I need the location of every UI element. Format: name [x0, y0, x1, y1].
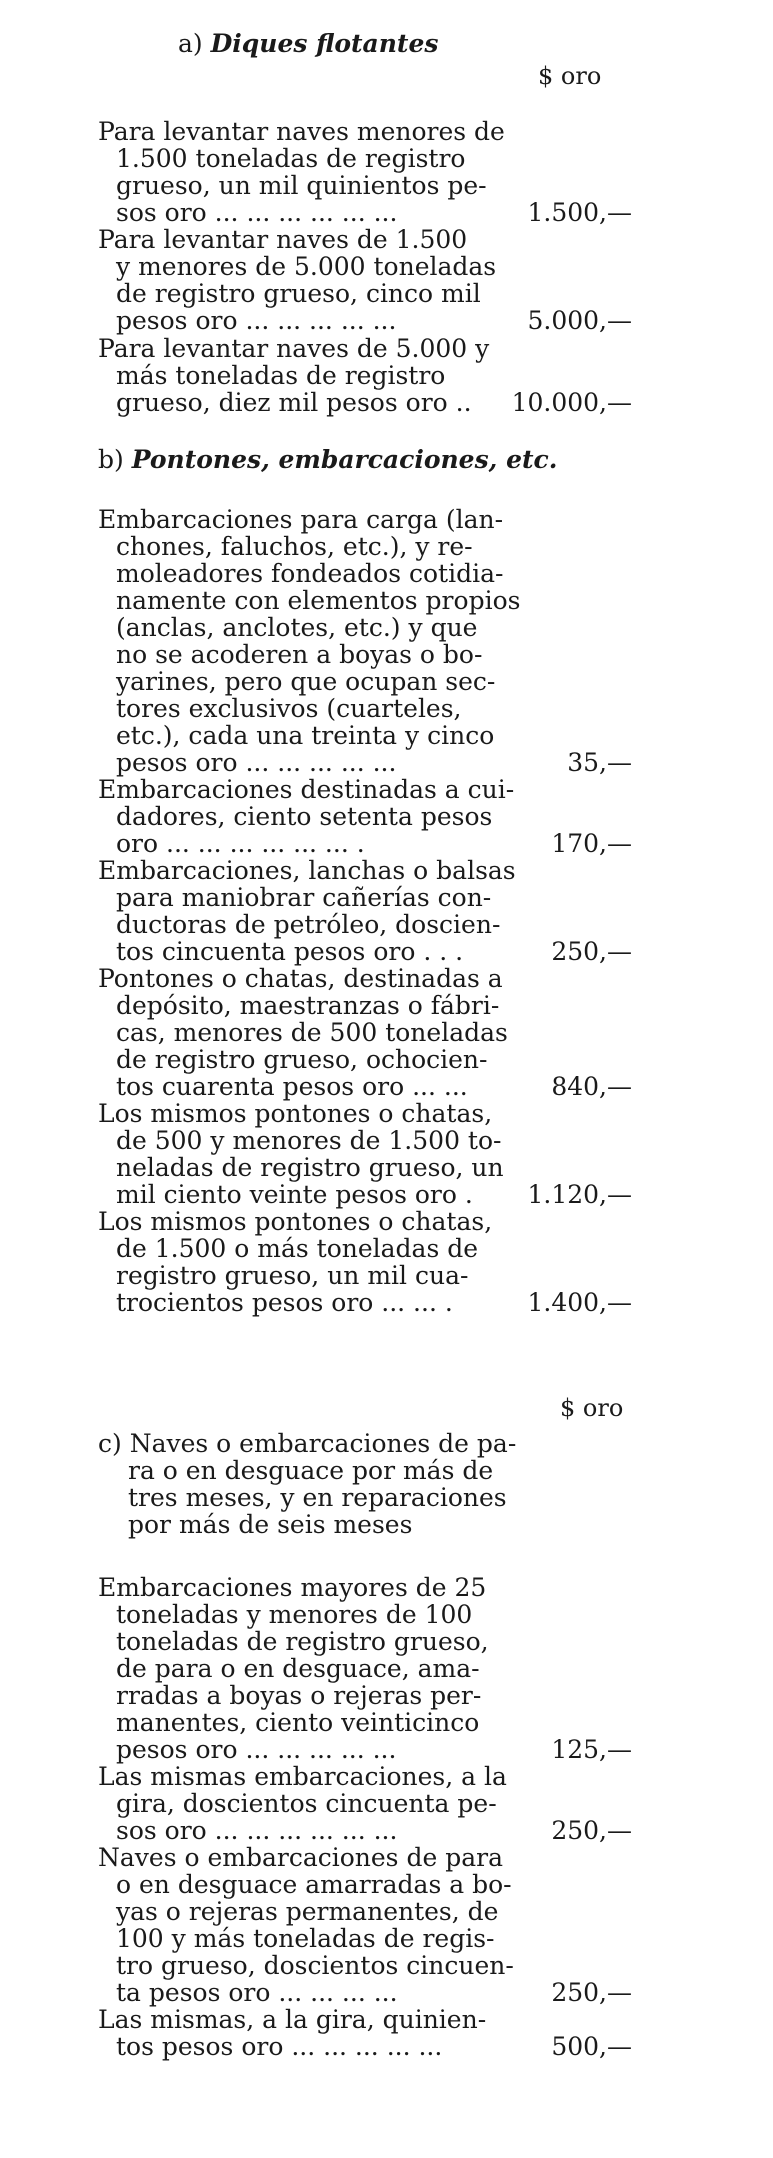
section-c-unit-label: $ oro	[560, 1394, 624, 1422]
line-text: moleadores fondeados cotidia-	[116, 559, 504, 588]
line-text: más toneladas de registro	[116, 361, 446, 390]
line-text: trocientos pesos oro ... ... .	[116, 1288, 453, 1317]
line-text: chones, faluchos, etc.), y re-	[116, 532, 473, 561]
line-text: 100 y más toneladas de regis-	[116, 1924, 495, 1953]
line-text: ta pesos oro ... ... ... ...	[116, 1978, 398, 2007]
line-text: tos cincuenta pesos oro . . .	[116, 937, 464, 966]
line-text: Para levantar naves de 1.500	[98, 225, 468, 254]
line-text: toneladas y menores de 100	[116, 1600, 473, 1629]
section-a-unit-label: $ oro	[538, 62, 602, 90]
line-text: tos cuarenta pesos oro ... ...	[116, 1072, 468, 1101]
line-text: toneladas de registro grueso,	[116, 1627, 489, 1656]
line-text: registro grueso, un mil cua-	[116, 1261, 469, 1290]
line-text: sos oro ... ... ... ... ... ...	[116, 198, 398, 227]
item-value: 1.500,—	[527, 198, 632, 227]
line-text: grueso, diez mil pesos oro ..	[116, 388, 472, 417]
item-value: 1.120,—	[527, 1180, 632, 1209]
line-text: mil ciento veinte pesos oro .	[116, 1180, 473, 1209]
line-text: de registro grueso, ochocien-	[116, 1045, 488, 1074]
line-text: grueso, un mil quinientos pe-	[116, 171, 487, 200]
line-text: yarines, pero que ocupan sec-	[116, 667, 496, 696]
line-text: depósito, maestranzas o fábri-	[116, 991, 500, 1020]
line-text: de 1.500 o más toneladas de	[116, 1234, 479, 1263]
line-text: ra o en desguace por más de	[128, 1456, 494, 1485]
line-text: tos pesos oro ... ... ... ... ...	[116, 2032, 443, 2061]
line-text: oro ... ... ... ... ... ... .	[116, 829, 365, 858]
item-value: 250,—	[551, 937, 632, 966]
line-text: no se acoderen a boyas o bo-	[116, 640, 483, 669]
line-text: tres meses, y en reparaciones	[128, 1483, 507, 1512]
line-text: Para levantar naves de 5.000 y	[98, 334, 490, 363]
item-value: 35,—	[567, 748, 632, 777]
line-text: Embarcaciones, lanchas o balsas	[98, 856, 516, 885]
section-a-title: Diques flotantes	[210, 29, 439, 58]
section-a-letter: a)	[178, 29, 203, 58]
line-text: cas, menores de 500 toneladas	[116, 1018, 508, 1047]
item-value: 170,—	[551, 829, 632, 858]
item-value: 500,—	[551, 2032, 632, 2061]
line-text: Embarcaciones para carga (lan-	[98, 505, 504, 534]
line-text: neladas de registro grueso, un	[116, 1153, 504, 1182]
line-text: c) Naves o embarcaciones de pa-	[98, 1429, 517, 1458]
line-text: Naves o embarcaciones de para	[98, 1843, 503, 1872]
item-value: 10.000,—	[511, 388, 632, 417]
line-text: Las mismas embarcaciones, a la	[98, 1762, 507, 1791]
item-value: 125,—	[551, 1735, 632, 1764]
line-text: de registro grueso, cinco mil	[116, 279, 481, 308]
line-text: pesos oro ... ... ... ... ...	[116, 748, 397, 777]
line-text: para maniobrar cañerías con-	[116, 883, 492, 912]
section-a-heading	[178, 30, 438, 58]
line-text: pesos oro ... ... ... ... ...	[116, 306, 397, 335]
line-text: de 500 y menores de 1.500 to-	[116, 1126, 502, 1155]
line-text: pesos oro ... ... ... ... ...	[116, 1735, 397, 1764]
line-text: de para o en desguace, ama-	[116, 1654, 480, 1683]
line-text: tro grueso, doscientos cincuen-	[116, 1951, 514, 1980]
line-text: por más de seis meses	[128, 1510, 413, 1539]
line-text: etc.), cada una treinta y cinco	[116, 721, 495, 750]
line-text: rradas a boyas o rejeras per-	[116, 1681, 482, 1710]
line-text: yas o rejeras permanentes, de	[116, 1897, 499, 1926]
section-b-heading	[98, 446, 557, 474]
item-value: 250,—	[551, 1978, 632, 2007]
line-text: namente con elementos propios	[116, 586, 521, 615]
line-text: Los mismos pontones o chatas,	[98, 1099, 493, 1128]
line-text: o en desguace amarradas a bo-	[116, 1870, 512, 1899]
line-text: y menores de 5.000 toneladas	[116, 252, 497, 281]
line-text: Embarcaciones mayores de 25	[98, 1573, 487, 1602]
line-text: Las mismas, a la gira, quinien-	[98, 2005, 487, 2034]
line-text: (anclas, anclotes, etc.) y que	[116, 613, 478, 642]
section-b-letter: b)	[98, 445, 124, 474]
item-value: 1.400,—	[527, 1288, 632, 1317]
item-value: 5.000,—	[527, 306, 632, 335]
line-text: 1.500 toneladas de registro	[116, 144, 466, 173]
line-text: Para levantar naves menores de	[98, 117, 505, 146]
line-text: tores exclusivos (cuarteles,	[116, 694, 462, 723]
line-text: Los mismos pontones o chatas,	[98, 1207, 493, 1236]
line-text: Embarcaciones destinadas a cui-	[98, 775, 515, 804]
line-text: ductoras de petróleo, doscien-	[116, 910, 501, 939]
line-text: dadores, ciento setenta pesos	[116, 802, 493, 831]
section-b-title: Pontones, embarcaciones, etc.	[131, 445, 558, 474]
item-value: 840,—	[551, 1072, 632, 1101]
item-value: 250,—	[551, 1816, 632, 1845]
line-text: Pontones o chatas, destinadas a	[98, 964, 503, 993]
line-text: manentes, ciento veinticinco	[116, 1708, 480, 1737]
line-text: sos oro ... ... ... ... ... ...	[116, 1816, 398, 1845]
line-text: gira, doscientos cincuenta pe-	[116, 1789, 497, 1818]
